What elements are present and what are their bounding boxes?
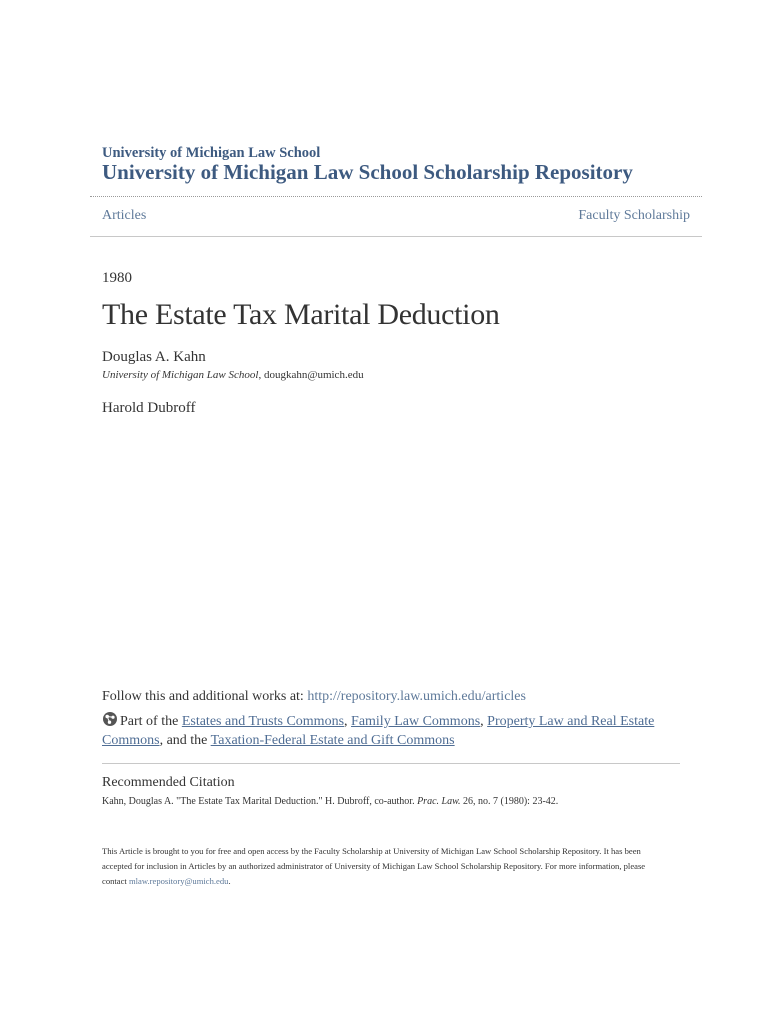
citation-text — [102, 796, 558, 807]
notice-text: This Article is brought to you for free and open access by the Faculty Scholarship at University of Michigan Law School Scholarship Repository. It has been accepted for inclusion in Articles by an authorized administrator of University of Michigan Law School Scholarship Repository. For more information, please contact — [102, 846, 646, 886]
commons-link-property-law[interactable]: Property Law and Real Estate Commons — [102, 714, 655, 748]
commons-separator: , — [480, 714, 488, 729]
commons-separator: , — [344, 714, 352, 729]
commons-link-taxation[interactable]: Taxation-Federal Estate and Gift Commons — [210, 733, 455, 748]
commons-link-estates-trusts[interactable]: Estates and Trusts Commons — [181, 714, 345, 729]
nav-faculty-scholarship-link[interactable]: Faculty Scholarship — [578, 208, 690, 223]
article-title: The Estate Tax Marital Deduction — [102, 298, 500, 331]
repository-name[interactable]: University of Michigan Law School Scholarship Repository — [102, 160, 633, 184]
follow-url-link[interactable]: http://repository.law.umich.edu/articles — [307, 689, 526, 704]
citation-journal: Prac. Law. — [417, 796, 461, 807]
citation-divider — [102, 763, 680, 764]
nav-articles-link[interactable]: Articles — [102, 208, 147, 223]
part-of-commons — [102, 711, 682, 750]
author-affiliation — [102, 369, 364, 381]
notice-end: . — [228, 876, 231, 886]
part-of-label: Part of the — [120, 714, 182, 729]
author-name-2: Harold Dubroff — [102, 400, 196, 416]
access-notice — [102, 844, 672, 889]
nav-divider — [90, 236, 702, 237]
citation-heading: Recommended Citation — [102, 775, 235, 790]
citation-volume: 26, no. 7 (1980): 23-42. — [460, 796, 559, 807]
citation-body: Kahn, Douglas A. "The Estate Tax Marital Deduction." H. Dubroff, co-author. — [102, 796, 418, 807]
institution-name-small: University of Michigan Law School — [102, 145, 321, 161]
follow-line — [102, 689, 526, 705]
publication-year: 1980 — [102, 270, 132, 286]
commons-separator: , and the — [159, 733, 211, 748]
follow-label: Follow this and additional works at: — [102, 689, 308, 704]
contact-email-link[interactable]: mlaw.repository@umich.edu — [128, 876, 229, 886]
commons-link-family-law[interactable]: Family Law Commons — [351, 714, 481, 729]
commons-network-icon — [102, 711, 118, 727]
author-institution: University of Michigan Law School — [102, 369, 259, 381]
header-divider — [90, 196, 702, 197]
author-name: Douglas A. Kahn — [102, 349, 206, 365]
author-email: , dougkahn@umich.edu — [258, 369, 364, 381]
